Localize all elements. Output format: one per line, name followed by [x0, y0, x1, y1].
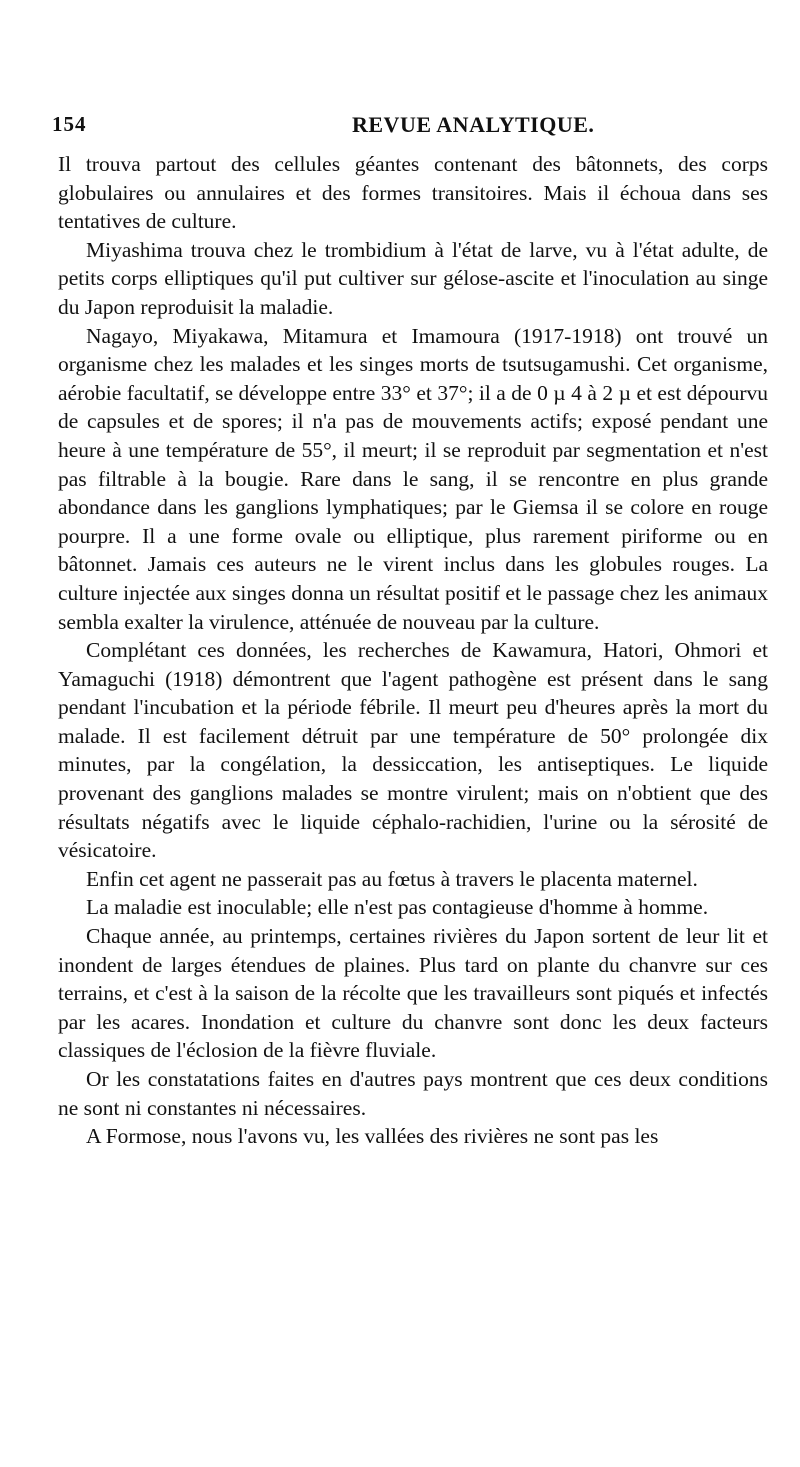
- body-text: [58, 150, 768, 1151]
- running-title: REVUE ANALYTIQUE.: [352, 112, 595, 137]
- page-header: [52, 112, 768, 142]
- paragraph-1: Il trouva partout des cellules géantes contenant des bâtonnets, des corps globulaires ou annulaires et des formes transitoires. Mais il échoua dans ses tentatives de culture.: [58, 152, 768, 234]
- paragraph-4: Complétant ces données, les recherches de Kawamura, Hatori, Ohmori et Yamaguchi (1918) démontrent que l'agent pathogène est présent dans le sang pendant l'incubation et la période fébrile. Il meurt peu d'heures après la mort du malade. Il est facilement détruit par une température de 50° prolongée dix minutes, par la congélation, la dessiccation, les antiseptiques. Le liquide provenant des ganglions malades se montre virulent; mais on n'obtient que des résultats négatifs avec le liquide céphalo-rachidien, l'urine ou la sérosité de vésicatoire.: [58, 638, 768, 863]
- page-number: 154: [52, 112, 87, 136]
- paragraph-9: A Formose, nous l'avons vu, les vallées des rivières ne sont pas les: [86, 1124, 659, 1149]
- paragraph-2: Miyashima trouva chez le trombidium à l'état de larve, vu à l'état adulte, de petits corps elliptiques qu'il put cultiver sur gélose-ascite et l'inoculation au singe du Japon reproduisit la maladie.: [58, 237, 768, 319]
- paragraph-3: Nagayo, Miyakawa, Mitamura et Imamoura (1917-1918) ont trouvé un organisme chez les malades et les singes morts de tsutsugamushi. Cet organisme, aérobie facultatif, se développe entre 33° et 37°; il a de 0 µ 4 à 2 µ et est dépourvu de capsules et de spores; il n'a pas de mouvements actifs; exposé pendant une heure à une température de 55°, il meurt; il se reproduit par segmentation et n'est pas filtrable à la bougie. Rare dans le sang, il se rencontre en plus grande abondance dans les ganglions lymphatiques; par le Giemsa il se colore en rouge pourpre. Il a une forme ovale ou elliptique, plus rarement piriforme ou en bâtonnet. Jamais ces auteurs ne le virent inclus dans les globules rouges. La culture injectée aux singes donna un résultat positif et le passage chez les animaux sembla exalter la virulence, atténuée de nouveau par la culture.: [58, 323, 768, 634]
- paragraph-8: Or les constatations faites en d'autres pays montrent que ces deux conditions ne sont ni constantes ni nécessaires.: [58, 1067, 768, 1120]
- paragraph-5: Enfin cet agent ne passerait pas au fœtus à travers le placenta maternel.: [86, 866, 698, 891]
- paragraph-7: Chaque année, au printemps, certaines rivières du Japon sortent de leur lit et inondent de larges étendues de plaines. Plus tard on plante du chanvre sur ces terrains, et c'est à la saison de la récolte que les travailleurs sont piqués et infectés par les acares. Inondation et culture du chanvre sont donc les deux facteurs classiques de l'éclosion de la fièvre fluviale.: [58, 924, 768, 1063]
- paragraph-6: La maladie est inoculable; elle n'est pas contagieuse d'homme à homme.: [86, 895, 709, 920]
